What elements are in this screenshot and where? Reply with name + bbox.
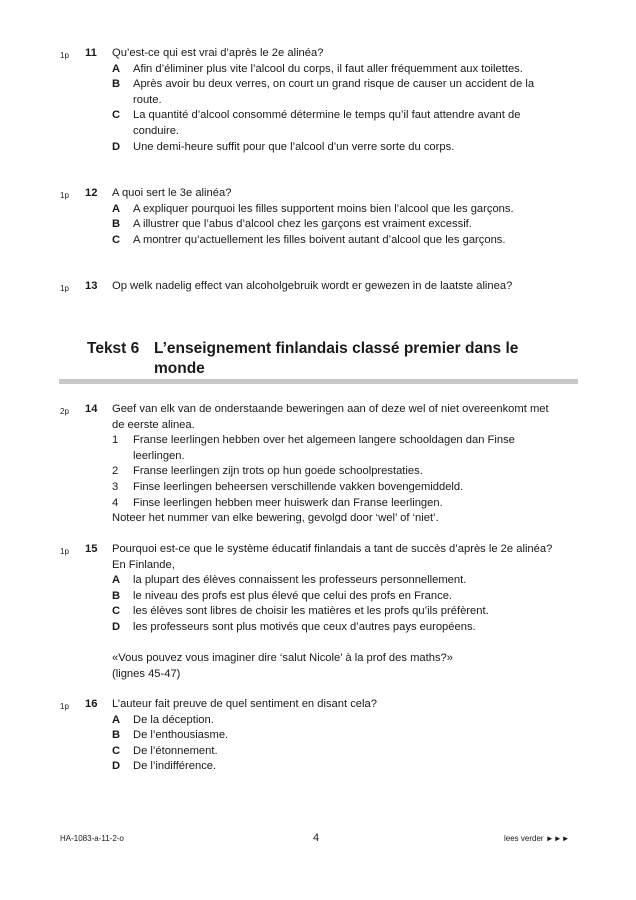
option-text: De l’indifférence.: [133, 760, 217, 773]
option-c: [112, 233, 557, 249]
option-d: [112, 140, 557, 156]
option-letter: C: [112, 744, 121, 757]
option-c: [112, 744, 557, 760]
option-a: [112, 202, 557, 218]
option-letter: A: [112, 202, 121, 215]
question-body: [112, 697, 557, 775]
question-body: [112, 542, 557, 682]
quote-text: «Vous pouvez vous imaginer dire ‘salut Nicole’ à la prof des maths?»: [112, 652, 453, 665]
option-text: De l’enthousiasme.: [133, 729, 229, 742]
question-text: Geef van elk van de onderstaande beweringen aan of deze wel of niet overeenkomt met de eerste alinea.: [112, 403, 549, 431]
option-a: [112, 62, 557, 78]
question-number: 14: [85, 403, 98, 415]
option-text: A illustrer que l’abus d’alcool chez les garçons est vraiment excessif.: [133, 218, 472, 231]
option-text: De la déception.: [133, 713, 214, 726]
statement-2: [112, 464, 557, 480]
option-b: [112, 728, 557, 744]
question-body: [112, 46, 557, 155]
statement-number: 2: [112, 465, 119, 478]
option-letter: D: [112, 760, 121, 773]
option-b: [112, 77, 557, 108]
question-body: [112, 402, 557, 527]
option-text: A expliquer pourquoi les filles supportent moins bien l’alcool que les garçons.: [133, 202, 514, 215]
option-d: [112, 620, 557, 636]
option-text: Après avoir bu deux verres, on court un grand risque de causer un accident de la route.: [133, 78, 535, 106]
option-text: Afin d’éliminer plus vite l’alcool du corps, il faut aller fréquemment aux toilettes.: [133, 62, 523, 75]
statement-text: Franse leerlingen hebben over het algemeen langere schooldagen dan Finse leerlingen.: [133, 434, 515, 462]
option-letter: C: [112, 109, 121, 122]
option-letter: C: [112, 233, 121, 246]
heading-divider: [59, 379, 578, 384]
question-points: 2p: [60, 407, 69, 416]
option-a: [112, 713, 557, 729]
question-instruction: Noteer het nummer van elke bewering, gevolgd door ‘wel’ of ‘niet’.: [112, 512, 439, 525]
statement-1: [112, 433, 557, 464]
option-text: les élèves sont libres de choisir les matières et les profs qu’ils préfèrent.: [133, 605, 489, 618]
option-text: Une demi-heure suffit pour que l’alcool d’un verre sorte du corps.: [133, 140, 455, 153]
question-text: L’auteur fait preuve de quel sentiment en disant cela?: [112, 698, 377, 710]
page-number: 4: [313, 832, 320, 844]
statement-number: 3: [112, 480, 119, 493]
exam-code: HA-1083-a-11-2-o: [60, 834, 124, 843]
question-body: [112, 186, 557, 248]
question-number: 15: [85, 543, 98, 555]
question-points: 1p: [60, 191, 69, 200]
option-text: la plupart des élèves connaissent les professeurs personnellement.: [133, 574, 467, 587]
question-number: 11: [85, 47, 97, 59]
question-text: Qu’est-ce qui est vrai d’après le 2e alinéa?: [112, 47, 324, 59]
option-letter: A: [112, 574, 121, 587]
question-number: 16: [85, 698, 98, 710]
option-letter: A: [112, 62, 121, 75]
option-b: [112, 217, 557, 233]
statement-4: [112, 496, 557, 512]
statement-number: 4: [112, 496, 119, 509]
question-text: Op welk nadelig effect van alcoholgebruik wordt er gewezen in de laatste alinea?: [112, 280, 513, 292]
text-title: L’enseignement finlandais classé premier dans le monde: [154, 340, 519, 377]
option-text: De l’étonnement.: [133, 744, 218, 757]
option-c: [112, 108, 557, 139]
question-number: 12: [85, 187, 98, 199]
option-letter: B: [112, 218, 121, 231]
question-points: 1p: [60, 547, 69, 556]
option-letter: C: [112, 605, 121, 618]
statement-text: Finse leerlingen hebben meer huiswerk dan Franse leerlingen.: [133, 496, 443, 509]
statement-text: Franse leerlingen zijn trots op hun goede schoolprestaties.: [133, 465, 423, 478]
option-letter: B: [112, 78, 121, 91]
question-text: A quoi sert le 3e alinéa?: [112, 187, 232, 199]
continue-note: lees verder ►►►: [504, 834, 570, 843]
question-text: Pourquoi est-ce que le système éducatif finlandais a tant de succès d’après le 2e alinéa?: [112, 543, 553, 555]
question-body: [112, 279, 557, 295]
option-text: les professeurs sont plus motivés que ceux d’autres pays européens.: [133, 620, 476, 633]
option-text: le niveau des profs est plus élevé que celui des profs en France.: [133, 589, 453, 602]
option-a: [112, 573, 557, 589]
option-d: [112, 759, 557, 775]
quote-lines: (lignes 45-47): [112, 667, 181, 680]
option-letter: A: [112, 713, 121, 726]
question-stem: En Finlande,: [112, 558, 175, 571]
option-letter: D: [112, 620, 121, 633]
option-b: [112, 589, 557, 605]
text-label: Tekst 6: [87, 340, 140, 357]
statement-number: 1: [112, 434, 119, 447]
question-points: 1p: [60, 284, 69, 293]
option-letter: B: [112, 729, 121, 742]
statement-text: Finse leerlingen beheersen verschillende vakken bovengemiddeld.: [133, 480, 464, 493]
question-number: 13: [85, 280, 98, 292]
question-points: 1p: [60, 702, 69, 711]
statement-3: [112, 480, 557, 496]
option-letter: D: [112, 140, 121, 153]
option-text: A montrer qu’actuellement les filles boivent autant d’alcool que les garçons.: [133, 233, 506, 246]
option-text: La quantité d’alcool consommé détermine le temps qu’il faut attendre avant de conduire.: [133, 109, 521, 137]
question-points: 1p: [60, 51, 69, 60]
option-c: [112, 604, 557, 620]
option-letter: B: [112, 589, 121, 602]
